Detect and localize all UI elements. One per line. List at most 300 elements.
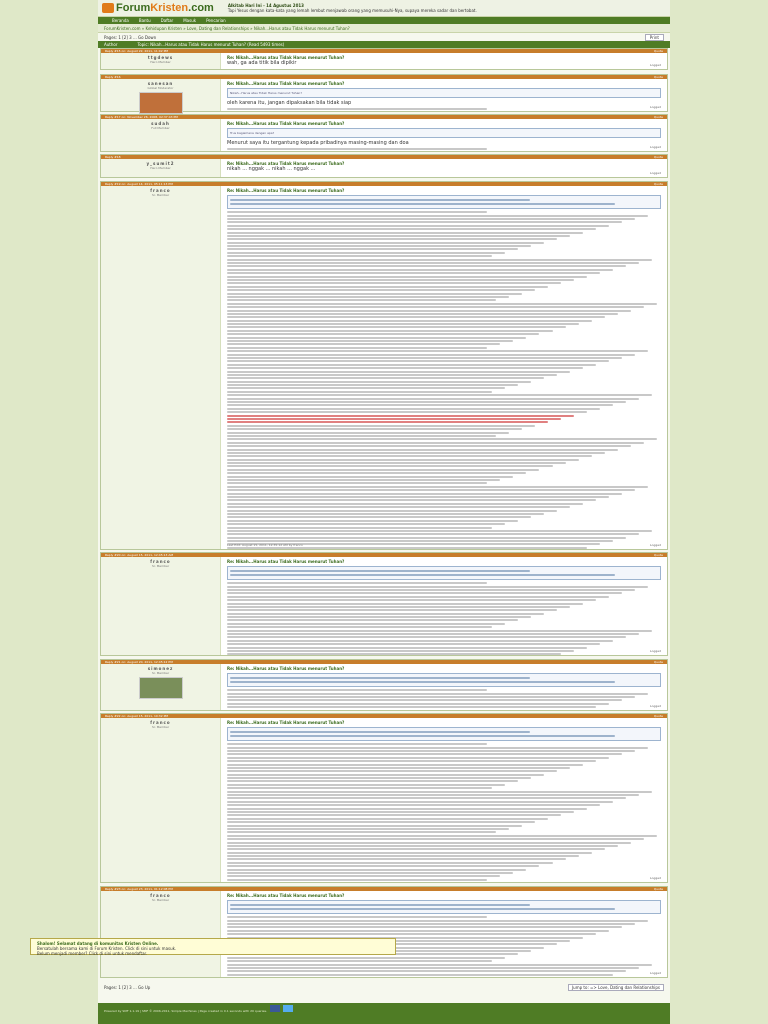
author-name[interactable]: ttgdews <box>147 55 174 60</box>
text-line <box>227 586 648 588</box>
text-line <box>227 286 548 288</box>
text-line <box>227 384 518 386</box>
post-title[interactable]: Re: Nikah...Harus atau Tidak Harus menurut Tuhan? <box>227 121 345 126</box>
text-line <box>227 923 635 925</box>
logged-label: Logged <box>649 876 661 880</box>
post-quote <box>227 195 661 209</box>
text-line <box>227 592 622 594</box>
post-text-lines <box>227 108 661 111</box>
post-content <box>221 557 667 655</box>
text-line <box>227 232 583 234</box>
post-quote: Nikah...Harus atau Tidak Harus menurut Tuhan? <box>227 88 661 98</box>
post-body: Menurut saya itu tergantung kepada pribadinya masing-masing dan doa <box>227 140 409 146</box>
text-line <box>227 510 557 512</box>
logo-text: ForumKristen.com <box>116 2 214 14</box>
text-line <box>227 835 657 837</box>
text-line <box>227 326 566 328</box>
post-author <box>101 557 221 655</box>
quote-reply-link[interactable]: Quote <box>653 75 663 79</box>
text-line <box>227 862 553 864</box>
text-line <box>227 469 539 471</box>
post-quote: Trus bagaimana dengan apa? <box>227 128 661 138</box>
text-line <box>227 967 639 969</box>
text-line <box>227 582 487 584</box>
text-line <box>227 340 513 342</box>
text-line <box>227 252 505 254</box>
thread-header <box>98 41 670 48</box>
text-line <box>227 753 622 755</box>
twitter-icon[interactable] <box>283 1005 293 1012</box>
text-line <box>227 367 583 369</box>
post-content <box>221 79 667 111</box>
text-line <box>227 452 605 454</box>
post-date: Reply #15 on: August 22, 2011, 11:02 PM <box>105 49 168 53</box>
facebook-icon[interactable] <box>270 1005 280 1012</box>
text-line <box>227 770 557 772</box>
text-line <box>227 814 561 816</box>
text-line <box>227 279 574 281</box>
quote-reply-link[interactable]: Quote <box>653 182 663 186</box>
jump-to-select[interactable]: Jump to: => Love, Dating dan Relationships <box>568 984 664 991</box>
author-rank: Full Member <box>151 126 170 130</box>
text-line <box>227 418 561 420</box>
text-line <box>227 486 648 488</box>
forum-post <box>100 181 668 550</box>
top-pager <box>98 33 670 41</box>
post-author <box>101 186 221 549</box>
text-line <box>227 801 613 803</box>
text-line <box>227 493 622 495</box>
text-line <box>227 603 583 605</box>
text-line <box>227 808 587 810</box>
text-line <box>227 699 622 701</box>
text-line <box>227 633 639 635</box>
text-line <box>227 215 648 217</box>
logged-label: Logged <box>649 63 661 67</box>
logged-label: Logged <box>649 105 661 109</box>
post-quote <box>227 900 661 914</box>
text-line <box>227 872 513 874</box>
text-line <box>227 343 500 345</box>
text-line <box>227 619 518 621</box>
text-line <box>227 797 626 799</box>
text-line <box>227 875 500 877</box>
logged-label: Logged <box>649 971 661 975</box>
text-line <box>227 306 644 308</box>
author-name[interactable]: franco <box>150 188 171 193</box>
text-line <box>227 262 639 264</box>
post-quote <box>227 727 661 741</box>
text-line <box>227 350 648 352</box>
text-line <box>227 228 596 230</box>
post-text-lines <box>227 211 661 549</box>
text-line <box>227 354 635 356</box>
text-line <box>227 513 544 515</box>
forum-post <box>100 48 668 70</box>
text-line <box>227 276 587 278</box>
forum-post <box>100 886 668 978</box>
text-line <box>227 957 505 959</box>
text-line <box>227 879 487 881</box>
text-line <box>227 472 526 474</box>
text-line <box>227 265 626 267</box>
text-line <box>227 313 618 315</box>
forum-post <box>100 713 668 883</box>
text-line <box>227 428 522 430</box>
text-line <box>227 293 522 295</box>
text-line <box>227 831 496 833</box>
text-line <box>227 764 583 766</box>
text-line <box>227 489 635 491</box>
text-line <box>227 333 539 335</box>
text-line <box>227 777 531 779</box>
text-line <box>227 381 531 383</box>
nav-register[interactable]: Daftar <box>160 18 174 23</box>
author-rank: Sr. Member <box>151 725 170 729</box>
breadcrumb[interactable]: ForumKristen.com » Kehidupan Kristen » Love, Dating dan Relationships » Nikah...Harus atau Tidak Harus menurut Tuhan? <box>98 24 670 33</box>
author-column: Author <box>104 42 118 47</box>
text-line <box>227 784 505 786</box>
post-date: Reply #20 on: August 15, 2011, 12:45:13 AM <box>105 553 174 557</box>
text-line <box>227 842 631 844</box>
text-line <box>227 449 618 451</box>
author-rank: Sr. Member <box>151 564 170 568</box>
text-line <box>227 503 583 505</box>
author-rank: Hero Member <box>150 166 171 170</box>
text-line <box>227 640 613 642</box>
text-line <box>227 703 609 705</box>
text-line <box>227 455 592 457</box>
text-line <box>227 374 557 376</box>
post-title[interactable]: Re: Nikah...Harus atau Tidak Harus menurut Tuhan? <box>227 161 345 166</box>
post-title[interactable]: Re: Nikah...Harus atau Tidak Harus menurut Tuhan? <box>227 666 345 671</box>
text-line <box>227 848 605 850</box>
text-line <box>227 316 605 318</box>
main-nav <box>98 17 670 24</box>
topic-title: Topic: Nikah...Harus atau Tidak Harus menurut Tuhan? (Read 5493 times) <box>137 42 285 47</box>
text-line <box>227 920 648 922</box>
text-line <box>227 630 652 632</box>
post-content <box>221 718 667 882</box>
pager-pages[interactable]: Pages: 1 [2] 3 ... Go Down <box>104 34 157 40</box>
post-body: nikah ... nggak ... nikah ... nggak ... <box>227 166 316 172</box>
post-title[interactable]: Re: Nikah...Harus atau Tidak Harus menurut Tuhan? <box>227 55 345 60</box>
text-line <box>227 623 505 625</box>
author-name[interactable]: franco <box>150 893 171 898</box>
text-line <box>227 616 531 618</box>
post-title[interactable]: Re: Nikah...Harus atau Tidak Harus menurut Tuhan? <box>227 893 345 898</box>
text-line <box>227 425 535 427</box>
post-quote <box>227 673 661 687</box>
post-content <box>221 186 667 549</box>
text-line <box>227 589 635 591</box>
author-rank: Sr. Member <box>151 193 170 197</box>
logo-icon <box>102 3 114 13</box>
text-line <box>227 330 553 332</box>
logged-label: Logged <box>649 649 661 653</box>
last-edit: Last Edit: August 15, 2011, 12:35:12 AM by franco <box>227 543 303 547</box>
forum-post <box>100 659 668 711</box>
text-line <box>227 527 492 529</box>
post-author <box>101 53 221 69</box>
post-body: wah, ga ada titik bila dipikir <box>227 60 297 66</box>
text-line <box>227 248 518 250</box>
popup-line-login[interactable]: Bersatulah bersama kami di Forum Kristen. Click di sini untuk masuk. <box>37 946 177 951</box>
text-line <box>227 442 644 444</box>
text-line <box>227 757 609 759</box>
quote-reply-link[interactable]: Quote <box>653 49 663 53</box>
text-line <box>227 974 613 976</box>
post-date: Reply #22 on: August 15, 2011, 10:32 PM <box>105 714 168 718</box>
text-line <box>227 520 518 522</box>
text-line <box>227 462 566 464</box>
text-line <box>227 650 574 652</box>
text-line <box>227 609 557 611</box>
text-line <box>227 774 544 776</box>
post-text-lines <box>227 148 661 151</box>
text-line <box>227 626 492 628</box>
text-line <box>227 272 600 274</box>
forum-post <box>100 154 668 178</box>
post-author <box>101 159 221 177</box>
text-line <box>227 858 566 860</box>
text-line <box>227 337 526 339</box>
text-line <box>227 596 609 598</box>
text-line <box>227 299 496 301</box>
text-line <box>227 811 574 813</box>
text-line <box>227 421 548 423</box>
daily-verse-title: Alkitab Hari Ini - 14 Agustus 2013 <box>227 3 304 8</box>
daily-verse-text: Tapi Yesus dengan kata-kata yang lemah lembut menjawab orang yang memusuhi-Nya, supaya mereka sadar dan bertobat. <box>227 8 477 13</box>
site-header <box>98 0 670 17</box>
text-line <box>227 479 500 481</box>
text-line <box>227 211 487 213</box>
text-line <box>227 821 535 823</box>
text-line <box>227 255 492 257</box>
daily-verse <box>228 3 548 13</box>
text-line <box>227 960 492 962</box>
text-line <box>227 296 509 298</box>
quote-reply-link[interactable]: Quote <box>653 155 663 159</box>
text-line <box>227 465 553 467</box>
author-name[interactable]: sudah <box>151 121 170 126</box>
text-line <box>227 540 613 542</box>
text-line <box>227 706 596 708</box>
text-line <box>227 636 626 638</box>
text-line <box>227 970 626 972</box>
text-line <box>227 933 596 935</box>
text-line <box>227 760 596 762</box>
text-line <box>227 613 544 615</box>
author-rank: Hero Member <box>150 60 171 64</box>
post-content <box>221 119 667 151</box>
forum-post <box>100 114 668 152</box>
text-line <box>227 320 592 322</box>
text-line <box>227 869 526 871</box>
author-rank: Global Moderator <box>147 86 174 90</box>
text-line <box>227 852 592 854</box>
text-line <box>227 523 505 525</box>
text-line <box>227 259 652 261</box>
post-text-lines <box>227 743 661 882</box>
author-name[interactable]: y_sumit2 <box>146 161 175 166</box>
nav-help[interactable]: Bantu <box>138 18 151 23</box>
text-line <box>227 916 487 918</box>
text-line <box>227 303 657 305</box>
footer-text: Powered by SMF 1.1.19 | SMF © 2006-2011, Simple Machines | Page created in 0.1 seconds with 20 queries. <box>104 1009 267 1013</box>
post-text-lines <box>227 689 661 710</box>
text-line <box>227 482 487 484</box>
text-line <box>227 235 570 237</box>
text-line <box>227 435 496 437</box>
text-line <box>227 371 570 373</box>
post-content <box>221 53 667 69</box>
text-line <box>227 289 535 291</box>
text-line <box>227 245 531 247</box>
text-line <box>227 496 609 498</box>
text-line <box>227 964 652 966</box>
text-line <box>227 438 657 440</box>
author-rank: Sr. Member <box>151 671 170 675</box>
quote-reply-link[interactable]: Quote <box>653 714 663 718</box>
text-line <box>227 689 487 691</box>
quote-reply-link[interactable]: Quote <box>653 553 663 557</box>
text-line <box>227 218 635 220</box>
post-author <box>101 119 221 151</box>
text-line <box>227 408 600 410</box>
post-title[interactable]: Re: Nikah...Harus atau Tidak Harus menurut Tuhan? <box>227 188 345 193</box>
text-line <box>227 360 609 362</box>
text-line <box>227 653 561 655</box>
text-line <box>227 148 487 150</box>
site-logo[interactable] <box>102 2 214 14</box>
author-name[interactable]: simonez <box>147 666 174 671</box>
text-line <box>227 930 609 932</box>
text-line <box>227 364 596 366</box>
text-line <box>227 377 544 379</box>
nav-search[interactable]: Pencarian <box>206 18 226 23</box>
post-date: Reply #23 on: August 23, 2011, 01:12:08 PM <box>105 887 173 891</box>
text-line <box>227 693 648 695</box>
text-line <box>227 415 574 417</box>
text-line <box>227 445 631 447</box>
text-line <box>227 926 622 928</box>
text-line <box>227 269 613 271</box>
post-author <box>101 891 221 977</box>
author-name[interactable]: sanesan <box>147 81 174 86</box>
welcome-popup <box>30 938 396 955</box>
text-line <box>227 696 635 698</box>
popup-title: Shalom! Selamat datang di komunitas Kristen Online. <box>37 941 159 946</box>
post-date: Reply #16 <box>105 75 121 79</box>
text-line <box>227 838 644 840</box>
bottom-pages[interactable]: Pages: 1 [2] 3 ... Go Up <box>104 984 151 990</box>
text-line <box>227 804 600 806</box>
post-title[interactable]: Re: Nikah...Harus atau Tidak Harus menurut Tuhan? <box>227 559 345 564</box>
text-line <box>227 865 539 867</box>
post-content <box>221 891 667 977</box>
text-line <box>227 242 544 244</box>
avatar <box>139 677 183 699</box>
bottom-pager <box>100 982 668 992</box>
quote-reply-link[interactable]: Quote <box>653 887 663 891</box>
text-line <box>227 404 613 406</box>
logged-label: Logged <box>649 171 661 175</box>
text-line <box>227 533 639 535</box>
post-date: Reply #17 on: November 26, 2008, 02:37:43 PM <box>105 115 178 119</box>
post-date: Reply #21 on: August 20, 2011, 12:45:12 PM <box>105 660 173 664</box>
post-date: Reply #19 on: August 14, 2011, 05:11:13 PM <box>105 182 173 186</box>
post-content <box>221 664 667 710</box>
text-line <box>227 647 587 649</box>
text-line <box>227 828 509 830</box>
logged-label: Logged <box>649 543 661 547</box>
text-line <box>227 506 570 508</box>
logged-label: Logged <box>649 704 661 708</box>
post-author <box>101 79 221 111</box>
quote-reply-link[interactable]: Quote <box>653 115 663 119</box>
quote-reply-link[interactable]: Quote <box>653 660 663 664</box>
text-line <box>227 282 561 284</box>
text-line <box>227 743 487 745</box>
text-line <box>227 499 596 501</box>
text-line <box>227 855 579 857</box>
text-line <box>227 750 635 752</box>
text-line <box>227 459 579 461</box>
text-line <box>227 238 557 240</box>
text-line <box>227 387 505 389</box>
text-line <box>227 747 648 749</box>
text-line <box>227 530 652 532</box>
text-line <box>227 398 639 400</box>
text-line <box>227 537 626 539</box>
post-author <box>101 718 221 882</box>
post-title[interactable]: Re: Nikah...Harus atau Tidak Harus menurut Tuhan? <box>227 81 345 86</box>
text-line <box>227 411 587 413</box>
author-rank: Sr. Member <box>151 898 170 902</box>
text-line <box>227 516 531 518</box>
text-line <box>227 825 522 827</box>
popup-line-register[interactable]: Belum menjadi member? Click di sini untuk mendaftar. <box>37 951 148 956</box>
text-line <box>227 787 492 789</box>
site-footer <box>98 1003 670 1024</box>
author-name[interactable]: franco <box>150 559 171 564</box>
text-line <box>227 791 652 793</box>
text-line <box>227 108 487 110</box>
post-body: oleh karena itu, jangan dipaksakan bila tidak siap <box>227 100 352 106</box>
text-line <box>227 845 618 847</box>
text-line <box>227 323 579 325</box>
avatar <box>139 92 183 114</box>
author-name[interactable]: franco <box>150 720 171 725</box>
text-line <box>227 357 622 359</box>
post-title[interactable]: Re: Nikah...Harus atau Tidak Harus menurut Tuhan? <box>227 720 345 725</box>
text-line <box>227 394 652 396</box>
print-button[interactable]: Print <box>645 34 664 41</box>
post-content <box>221 159 667 177</box>
text-line <box>227 780 518 782</box>
text-line <box>227 547 587 549</box>
nav-login[interactable]: Masuk <box>183 18 197 23</box>
text-line <box>227 476 513 478</box>
text-line <box>227 818 548 820</box>
text-line <box>227 599 596 601</box>
forum-post <box>100 552 668 656</box>
text-line <box>227 432 509 434</box>
nav-home[interactable]: Beranda <box>112 18 129 23</box>
text-line <box>227 606 570 608</box>
text-line <box>227 401 626 403</box>
